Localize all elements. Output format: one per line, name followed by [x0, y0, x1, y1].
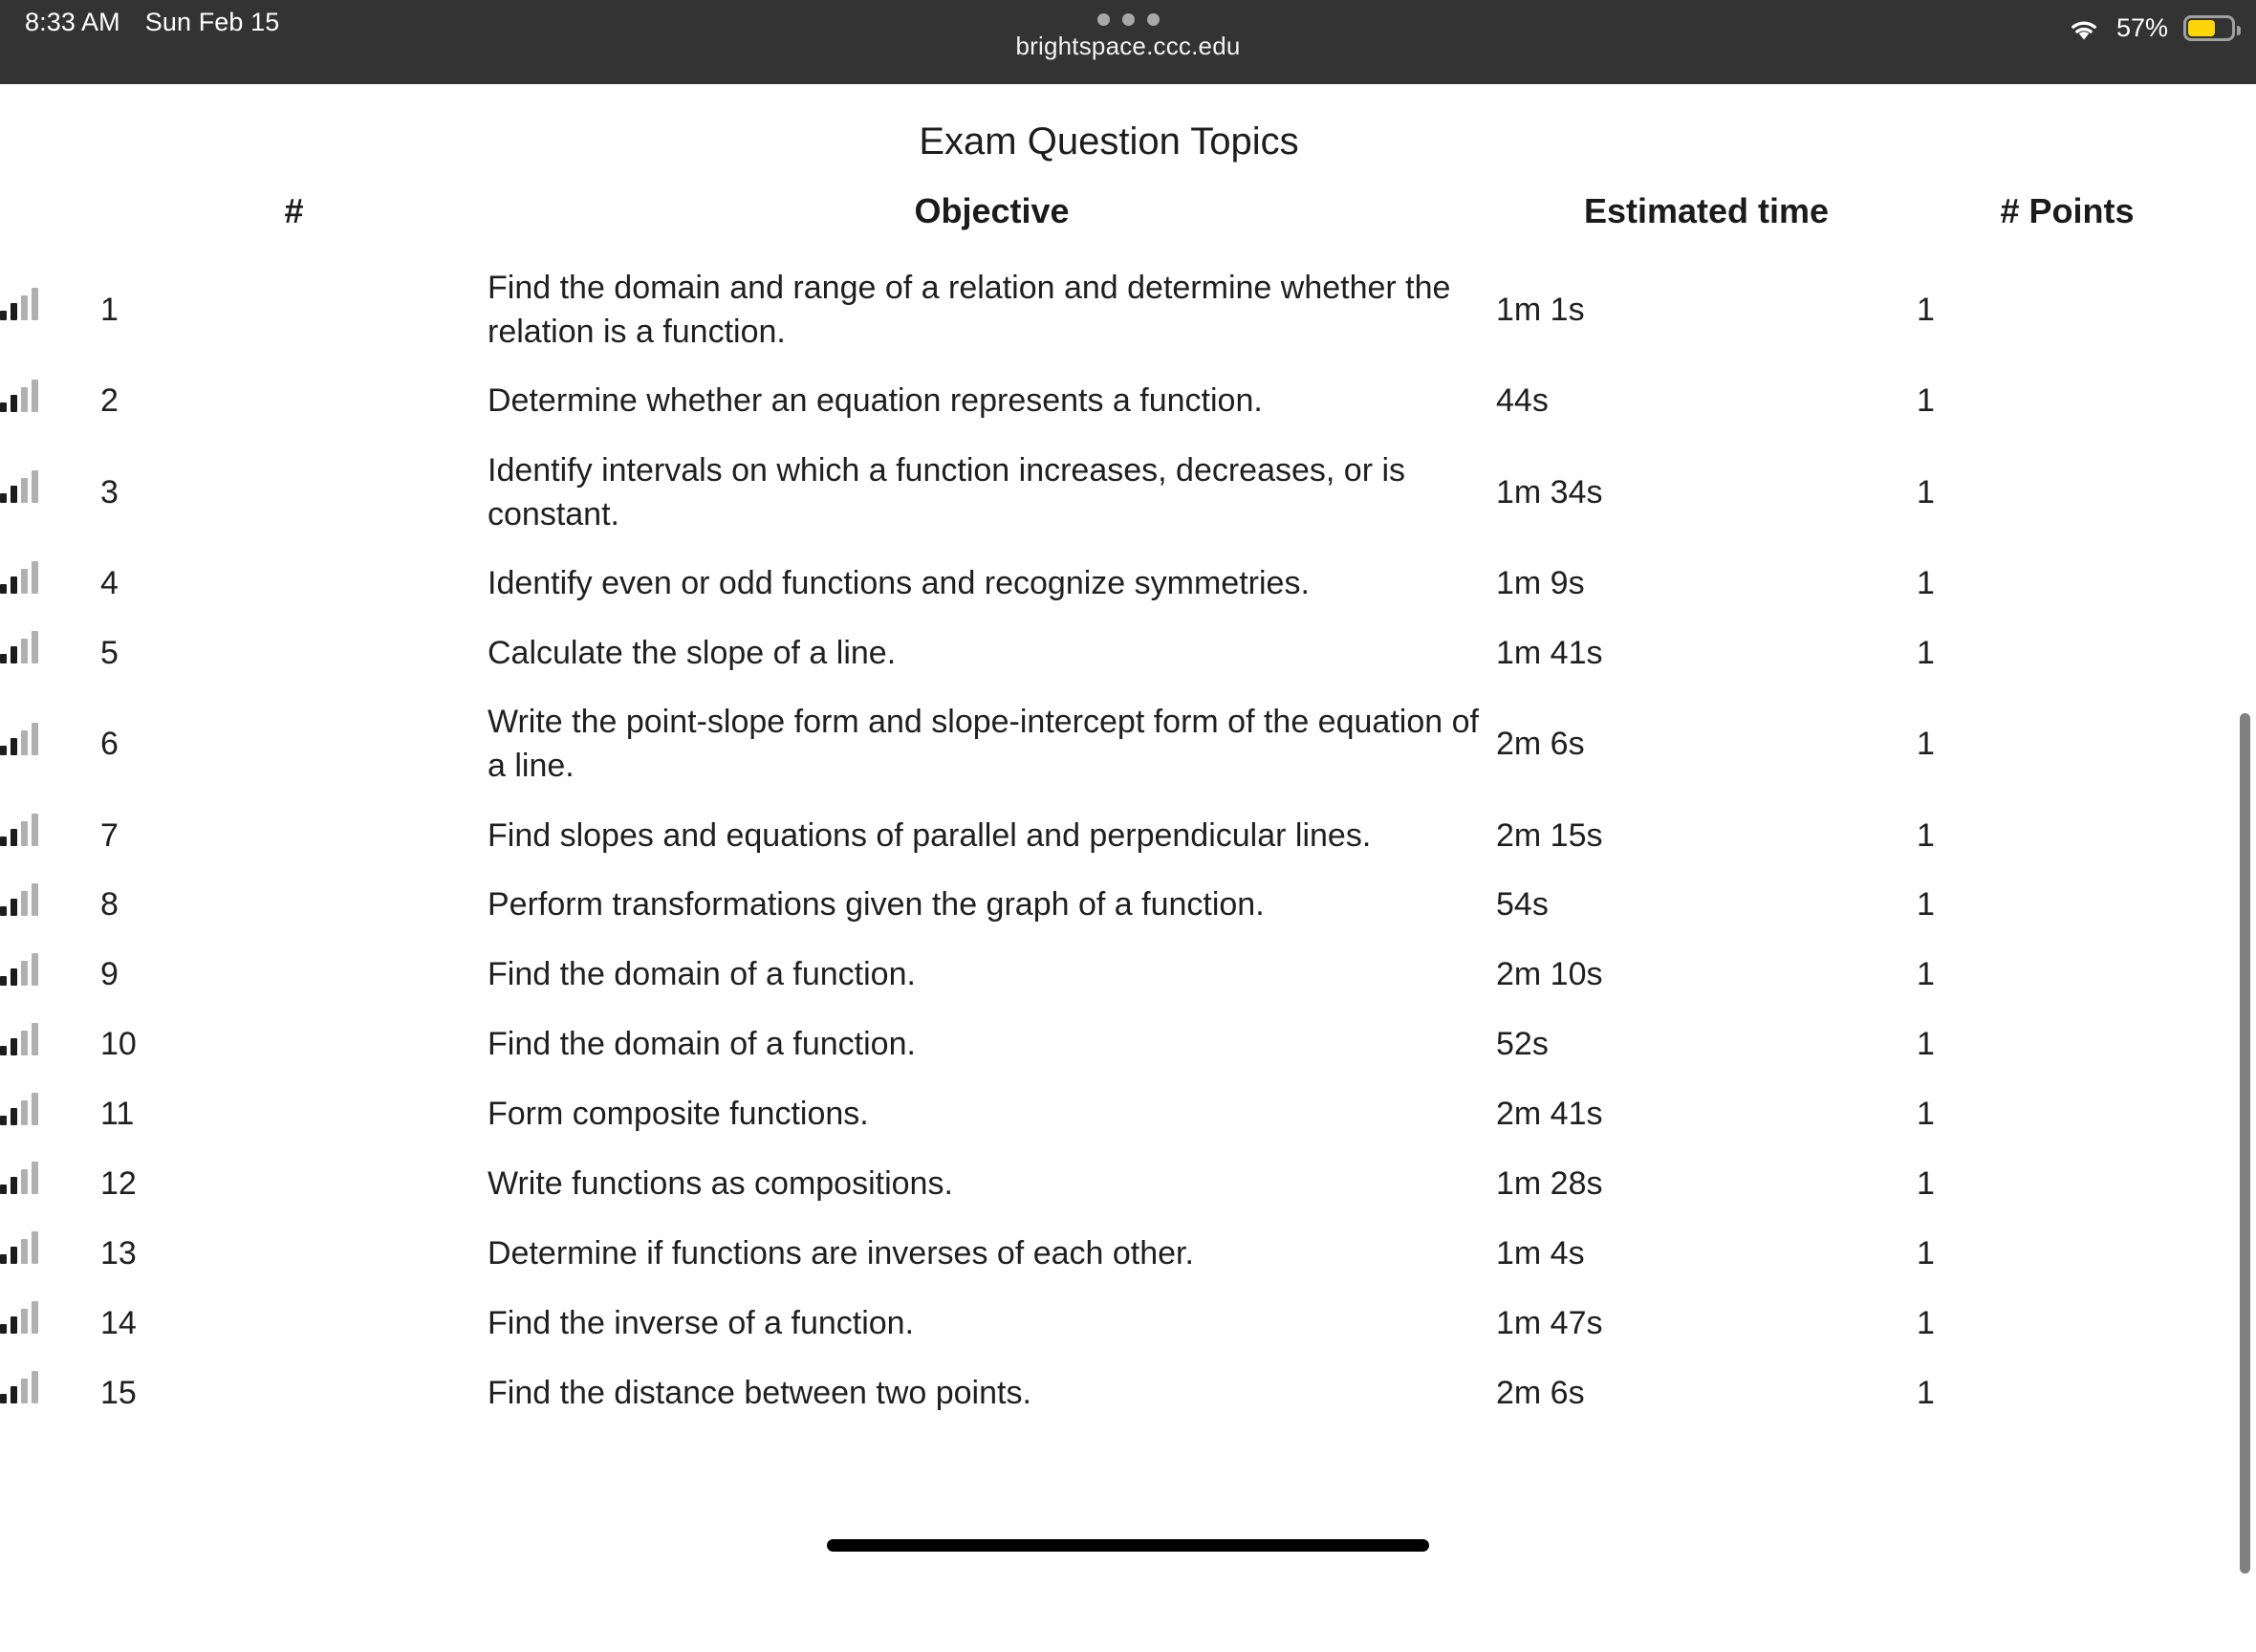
row-points: 1: [1917, 1359, 2218, 1428]
row-icon-cell: [0, 1149, 100, 1219]
row-points: 1: [1917, 1080, 2218, 1150]
bar: [0, 746, 7, 755]
table-header: [0, 191, 2218, 254]
row-points: 1: [1917, 549, 2218, 619]
multitask-dot: [1122, 13, 1135, 26]
table-row[interactable]: [0, 619, 2218, 688]
bar: [21, 891, 28, 916]
table-row[interactable]: [0, 871, 2218, 941]
multitask-dots-icon[interactable]: [1097, 13, 1160, 26]
bar: [11, 303, 17, 320]
row-points: 1: [1917, 367, 2218, 437]
row-objective: Find the domain of a function.: [488, 1011, 1496, 1080]
row-number: 6: [100, 688, 488, 801]
table-row[interactable]: [0, 437, 2218, 550]
row-icon-cell: [0, 367, 100, 437]
row-time: 1m 34s: [1496, 437, 1917, 550]
row-number: 10: [100, 1011, 488, 1080]
bar: [32, 561, 38, 594]
bar: [21, 478, 28, 503]
row-points: 1: [1917, 254, 2218, 367]
scrollbar-thumb[interactable]: [2240, 713, 2250, 1574]
bar: [0, 1046, 7, 1055]
bar: [32, 953, 38, 986]
row-points: 1: [1917, 801, 2218, 871]
table-row[interactable]: [0, 1359, 2218, 1428]
bar: [11, 1386, 17, 1403]
row-number: 9: [100, 941, 488, 1011]
row-time: 2m 6s: [1496, 688, 1917, 801]
row-time: 1m 9s: [1496, 549, 1917, 619]
row-icon-cell: [0, 1359, 100, 1428]
difficulty-bars-icon: [0, 631, 38, 663]
bar: [32, 814, 38, 846]
bar: [11, 968, 17, 986]
row-objective: Identify intervals on which a function increases, decreases, or is constant.: [488, 437, 1496, 550]
row-number: 4: [100, 549, 488, 619]
row-points: 1: [1917, 871, 2218, 941]
bar: [11, 899, 17, 916]
row-number: 14: [100, 1289, 488, 1359]
row-icon-cell: [0, 619, 100, 688]
bar: [11, 1316, 17, 1334]
bar: [11, 1108, 17, 1125]
bar: [21, 569, 28, 594]
row-points: 1: [1917, 1149, 2218, 1219]
row-points: 1: [1917, 1289, 2218, 1359]
bar: [32, 470, 38, 503]
status-bar: [0, 0, 2256, 84]
row-points: 1: [1917, 437, 2218, 550]
bar: [0, 837, 7, 846]
row-time: 2m 10s: [1496, 941, 1917, 1011]
bar: [32, 288, 38, 320]
difficulty-bars-icon: [0, 1231, 38, 1264]
row-objective: Find the distance between two points.: [488, 1359, 1496, 1428]
row-number: 3: [100, 437, 488, 550]
bar: [11, 829, 17, 846]
bar: [0, 493, 7, 503]
column-header-icon: [0, 191, 100, 254]
status-bar-right: [2067, 13, 2235, 43]
row-time: 2m 6s: [1496, 1359, 1917, 1428]
row-time: 52s: [1496, 1011, 1917, 1080]
row-number: 7: [100, 801, 488, 871]
page-title: Exam Question Topics: [0, 120, 2218, 163]
row-time: 54s: [1496, 871, 1917, 941]
bar: [32, 1162, 38, 1194]
bar: [0, 654, 7, 663]
column-header-points: # Points: [1917, 191, 2218, 254]
row-objective: Find the domain and range of a relation and determine whether the relation is a function.: [488, 254, 1496, 367]
bar: [11, 1038, 17, 1055]
bar: [21, 1031, 28, 1055]
difficulty-bars-icon: [0, 1093, 38, 1125]
row-icon-cell: [0, 1219, 100, 1289]
bar: [11, 1177, 17, 1194]
table-row[interactable]: [0, 688, 2218, 801]
battery-low-power-icon: [2183, 15, 2235, 41]
vertical-scrollbar[interactable]: [2233, 168, 2256, 1652]
row-icon-cell: [0, 871, 100, 941]
bar: [32, 723, 38, 755]
bar: [21, 1169, 28, 1194]
row-number: 8: [100, 871, 488, 941]
difficulty-bars-icon: [0, 953, 38, 986]
row-time: 1m 4s: [1496, 1219, 1917, 1289]
bar: [11, 646, 17, 663]
row-objective: Write functions as compositions.: [488, 1149, 1496, 1219]
bar: [0, 584, 7, 594]
bar: [0, 976, 7, 986]
wifi-icon: [2067, 15, 2101, 42]
difficulty-bars-icon: [0, 814, 38, 846]
bar: [0, 1324, 7, 1334]
bar: [32, 631, 38, 663]
bar: [32, 1023, 38, 1055]
row-points: 1: [1917, 1011, 2218, 1080]
difficulty-bars-icon: [0, 1371, 38, 1403]
bar: [11, 395, 17, 412]
difficulty-bars-icon: [0, 380, 38, 412]
home-indicator[interactable]: [827, 1539, 1429, 1552]
table-body: [0, 254, 2218, 1428]
table-row[interactable]: [0, 1219, 2218, 1289]
row-time: 2m 41s: [1496, 1080, 1917, 1150]
table-row[interactable]: [0, 1149, 2218, 1219]
difficulty-bars-icon: [0, 470, 38, 503]
bar: [32, 883, 38, 916]
row-number: 2: [100, 367, 488, 437]
table-row[interactable]: [0, 1080, 2218, 1150]
row-number: 11: [100, 1080, 488, 1150]
column-header-number: #: [100, 191, 488, 254]
table-row[interactable]: [0, 941, 2218, 1011]
row-points: 1: [1917, 688, 2218, 801]
row-objective: Calculate the slope of a line.: [488, 619, 1496, 688]
row-objective: Find the domain of a function.: [488, 941, 1496, 1011]
table-row[interactable]: [0, 1289, 2218, 1359]
bar: [11, 486, 17, 503]
bar: [21, 961, 28, 986]
table-row[interactable]: [0, 254, 2218, 367]
bar: [0, 1185, 7, 1194]
table-row[interactable]: [0, 801, 2218, 871]
bar: [32, 1231, 38, 1264]
row-objective: Form composite functions.: [488, 1080, 1496, 1150]
difficulty-bars-icon: [0, 723, 38, 755]
bar: [11, 1247, 17, 1264]
row-number: 1: [100, 254, 488, 367]
bar: [21, 730, 28, 755]
page-content: [0, 84, 2256, 1568]
difficulty-bars-icon: [0, 1162, 38, 1194]
bar: [21, 1309, 28, 1334]
row-icon-cell: [0, 941, 100, 1011]
bar: [0, 906, 7, 916]
row-icon-cell: [0, 1011, 100, 1080]
difficulty-bars-icon: [0, 288, 38, 320]
table-row[interactable]: [0, 367, 2218, 437]
status-time: 8:33 AM: [25, 8, 120, 37]
row-objective: Perform transformations given the graph of a function.: [488, 871, 1496, 941]
status-bar-center: [0, 4, 2256, 61]
address-bar-url[interactable]: brightspace.ccc.edu: [1015, 32, 1240, 61]
table-header-row: [0, 191, 2218, 254]
bar: [0, 1254, 7, 1264]
difficulty-bars-icon: [0, 1301, 38, 1334]
row-objective: Write the point-slope form and slope-intercept form of the equation of a line.: [488, 688, 1496, 801]
row-objective: Determine whether an equation represents a function.: [488, 367, 1496, 437]
bar: [32, 380, 38, 412]
row-number: 13: [100, 1219, 488, 1289]
row-icon-cell: [0, 1289, 100, 1359]
status-date: Sun Feb 15: [145, 8, 280, 37]
exam-question-topics-table: [0, 191, 2218, 1428]
bar: [21, 295, 28, 320]
column-header-time: Estimated time: [1496, 191, 1917, 254]
row-icon-cell: [0, 549, 100, 619]
row-time: 2m 15s: [1496, 801, 1917, 871]
row-icon-cell: [0, 801, 100, 871]
bar: [0, 402, 7, 412]
row-icon-cell: [0, 254, 100, 367]
row-number: 12: [100, 1149, 488, 1219]
row-icon-cell: [0, 688, 100, 801]
table-row[interactable]: [0, 1011, 2218, 1080]
row-points: 1: [1917, 1219, 2218, 1289]
row-number: 15: [100, 1359, 488, 1428]
bar: [0, 1116, 7, 1125]
row-icon-cell: [0, 437, 100, 550]
bar: [32, 1301, 38, 1334]
row-number: 5: [100, 619, 488, 688]
row-objective: Identify even or odd functions and recognize symmetries.: [488, 549, 1496, 619]
table-row[interactable]: [0, 549, 2218, 619]
bar: [21, 1100, 28, 1125]
row-time: 1m 41s: [1496, 619, 1917, 688]
bar: [21, 821, 28, 846]
row-objective: Determine if functions are inverses of each other.: [488, 1219, 1496, 1289]
battery-fill: [2188, 20, 2215, 36]
bar: [11, 576, 17, 594]
column-header-objective: Objective: [488, 191, 1496, 254]
row-time: 1m 28s: [1496, 1149, 1917, 1219]
row-objective: Find slopes and equations of parallel and perpendicular lines.: [488, 801, 1496, 871]
bar: [21, 639, 28, 663]
multitask-dot: [1147, 13, 1160, 26]
difficulty-bars-icon: [0, 561, 38, 594]
battery-percent-label: 57%: [2116, 13, 2168, 43]
bar: [0, 1394, 7, 1403]
difficulty-bars-icon: [0, 883, 38, 916]
bar: [21, 387, 28, 412]
row-time: 1m 1s: [1496, 254, 1917, 367]
bar: [32, 1371, 38, 1403]
row-icon-cell: [0, 1080, 100, 1150]
multitask-dot: [1097, 13, 1110, 26]
bar: [11, 738, 17, 755]
bar: [21, 1239, 28, 1264]
row-objective: Find the inverse of a function.: [488, 1289, 1496, 1359]
row-points: 1: [1917, 619, 2218, 688]
difficulty-bars-icon: [0, 1023, 38, 1055]
bar: [0, 311, 7, 320]
row-time: 44s: [1496, 367, 1917, 437]
row-time: 1m 47s: [1496, 1289, 1917, 1359]
row-points: 1: [1917, 941, 2218, 1011]
bar: [21, 1379, 28, 1403]
bar: [32, 1093, 38, 1125]
